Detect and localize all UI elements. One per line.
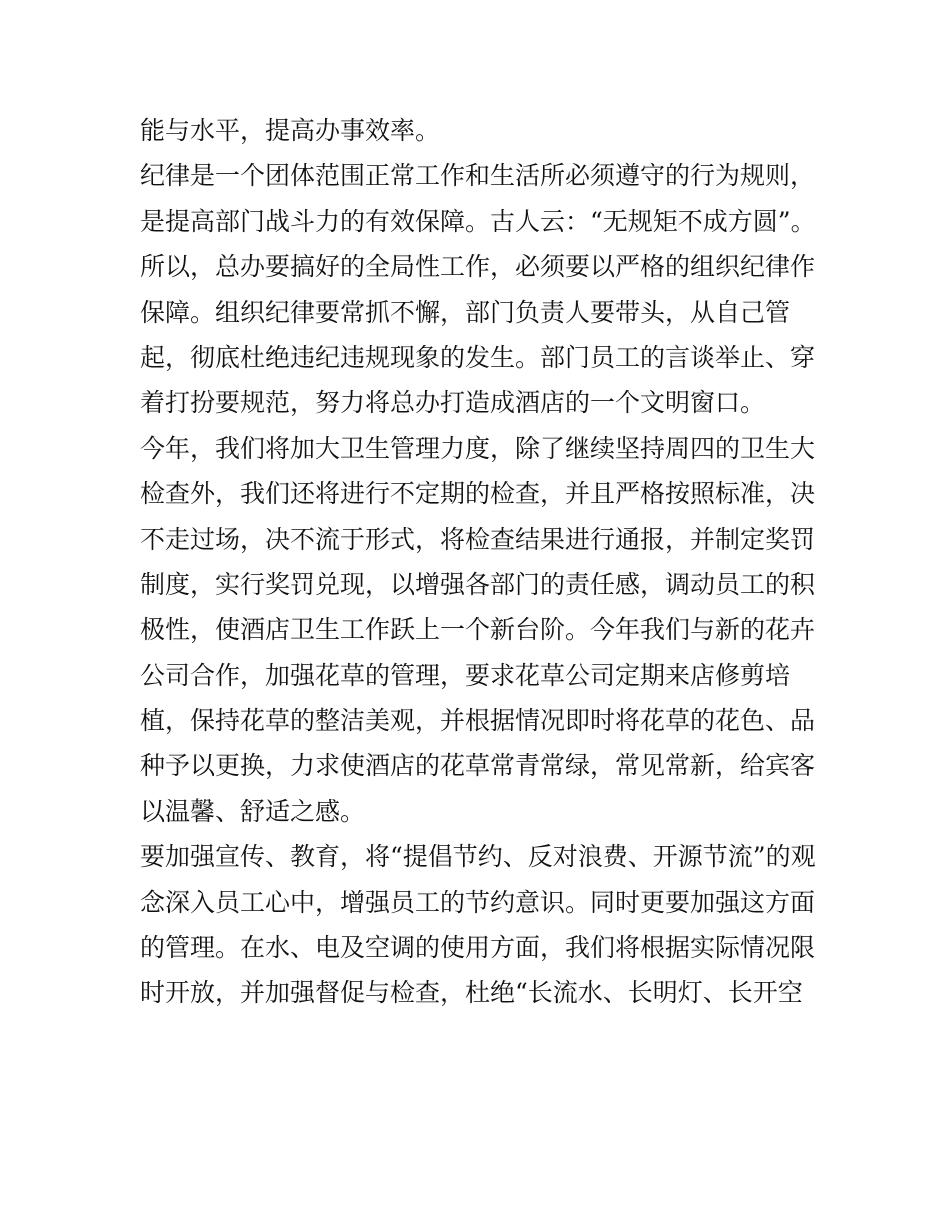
text-line: 保障。组织纪律要常抓不懈，部门负责人要带头，从自己管 [140,297,791,327]
text-line: 今年，我们将加大卫生管理力度，除了继续坚持周四的卫生大 [140,433,816,463]
text-line: 极性，使酒店卫生工作跃上一个新台阶。今年我们与新的花卉 [140,615,816,645]
text-line: 以温馨、舒适之感。 [140,796,366,826]
text-line: 所以，总办要搞好的全局性工作，必须要以严格的组织纪律作 [140,252,816,282]
text-line: 能与水平，提高办事效率。 [140,116,441,145]
text-line: 纪律是一个团体范围正常工作和生活所必须遵守的行为规则， [140,161,816,191]
text-line: 植，保持花草的整洁美观，并根据情况即时将花草的花色、品 [140,706,816,736]
text-line: 时开放，并加强督促与检查，杜绝“长流水、长明灯、长开空 [140,978,803,1008]
text-line: 是提高部门战斗力的有效保障。古人云：“无规矩不成方圆”。 [140,206,816,236]
text-line: 检查外，我们还将进行不定期的检查，并且严格按照标准，决 [140,479,816,509]
text-line: 的管理。在水、电及空调的使用方面，我们将根据实际情况限 [140,933,816,963]
text-line: 不走过场，决不流于形式，将检查结果进行通报，并制定奖罚 [140,524,816,554]
text-line: 种予以更换，力求使酒店的花草常青常绿，常见常新，给宾客 [140,751,816,781]
text-line: 起，彻底杜绝违纪违规现象的发生。部门员工的言谈举止、穿 [140,342,816,372]
document-body [140,108,820,1016]
text-line: 公司合作，加强花草的管理，要求花草公司定期来店修剪培 [140,660,791,690]
text-line: 念深入员工心中，增强员工的节约意识。同时更要加强这方面 [140,887,816,917]
text-line: 制度，实行奖罚兑现，以增强各部门的责任感，调动员工的积 [140,569,816,599]
text-line: 要加强宣传、教育，将“提倡节约、反对浪费、开源节流”的观 [140,842,816,872]
text-line: 着打扮要规范，努力将总办打造成酒店的一个文明窗口。 [140,388,766,418]
